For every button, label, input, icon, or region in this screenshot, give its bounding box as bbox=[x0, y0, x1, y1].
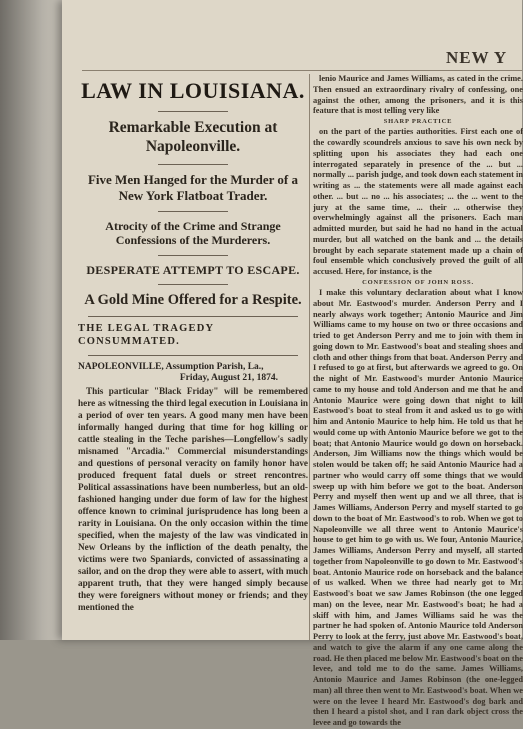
deck-2: Five Men Hanged for the Murder of a New York Flatboat Trader. bbox=[87, 171, 298, 203]
subhead: SHARP PRACTICE bbox=[383, 118, 453, 125]
divider-rule bbox=[158, 284, 228, 285]
body-paragraph: on the part of the parties authorities. First each one of the cowardly scoundrels anxious to save his own neck by splitting upon his associates they had each one interrogated separately in presence of the ... but ... normally ... parish judge, and took down each statement in writing as ... the statements were all made against each other. ... but ... no ... his associates; ... the ... went to the jury at the same time, ... their ... otherwise they overwhelmingly against all the prisoners. Each man admitted murder, but said he had no hand in the actual murder, but all watched on the bank and ... the details brought by each separate statement made up a chain of foul ensemble which conclusively proved the guilt of all accused. Here, for instance, is the bbox=[313, 127, 523, 277]
masthead-rule bbox=[82, 70, 522, 71]
body-paragraph: This particular "Black Friday" will be remembered here as witnessing the third legal execution in Louisiana in a period of over ten years. A good many men have been informally hanged during that time for hog killing or cattle stealing in the Teche parishes—Longfellow's sadly misnamed "Arcadia." Commercial misunderstandings and questions of personal veracity on family honor have produced frequent fatal duels or street rencontres. Political assassinations have been numberless, but an old-fashioned hanging under due form of law for the highest offence known to criminal jurisprudence has long been a rarity in Louisiana. On the only occasion within the time specified, when the majesty of the law was vindicated in New Orleans by the infliction of the death penalty, the victims were two Spaniards, convicted of assassinating a sailor, and on the drop they were able to assert, with much apparent truth, that they were hanged simply because they were foreigners without money or friends; and they mentioned the bbox=[78, 386, 308, 612]
right-column-text bbox=[313, 74, 523, 729]
body-paragraph: lenio Maurice and James Williams, as cated in the crime. Then ensued an extraordinary rivalry of confessing, one against the other, among the prisoners, and it is this feature that is most telling very like bbox=[313, 74, 523, 116]
divider-rule bbox=[158, 164, 228, 165]
deck-4: DESPERATE ATTEMPT TO ESCAPE. bbox=[86, 262, 300, 277]
background-edge bbox=[0, 0, 70, 640]
divider-rule bbox=[158, 255, 228, 256]
deck-1: Remarkable Execution at Napoleonville. bbox=[108, 119, 278, 155]
left-column bbox=[78, 74, 308, 640]
divider-rule bbox=[88, 355, 298, 356]
masthead-fragment: NEW Y bbox=[446, 48, 508, 67]
subhead: CONFESSION OF JOHN ROSS. bbox=[362, 278, 474, 286]
article-body bbox=[78, 386, 308, 613]
dateline-date: Friday, August 21, 1874. bbox=[179, 373, 278, 384]
divider-rule bbox=[88, 316, 298, 317]
deck-3: Atrocity of the Crime and Strange Confessions of the Murderers. bbox=[105, 218, 281, 248]
deck-5: A Gold Mine Offered for a Respite. bbox=[84, 292, 302, 309]
deck-6: THE LEGAL TRAGEDY CONSUMMATED. bbox=[78, 323, 214, 347]
right-column bbox=[313, 74, 523, 728]
divider-rule bbox=[158, 211, 228, 212]
dateline-place: NAPOLEONVILLE, Assumption Parish, La., bbox=[78, 361, 264, 372]
body-paragraph: I make this voluntary declaration about what I know about Mr. Eastwood's murder. Anderson Perry and I nearly always work together; Antonio Maurice and Jim Williams came to my house on two or three occasions and tried to get Anderson Perry and me to join with them in going down to Mr. Eastwood's boat and stealing shoes and cloth and other things from that boat. Anderson Perry and I refused to go at first, but afterwards we agreed to go. On the night of Mr. Eastwood's murder Antonio Maurice came to my house and told Anderson and me that he and Antonio Maurice were going down that night to kill Eastwood's boat to steal from it and asked us to go with him and Antonio Maurice to help him. He told us that he would come up with Antonio Maurice before we got to the boat; that Antonio Maurice would go down on horseback. Anderson, Jim Williams now the things which would be stolen would be taken off; he said Antonio Maurice had a partner who would carry off some things that we would sweep up with him before we got to the boat. Anderson Perry and myself then went up and we all three, that is James Williams, Anderson Perry and myself started to go down to the boat of Mr. Eastwood's to rob. When we got to Napoleonville we all three went to Antonio Maurice's house to get him to go with us. We four, Antonio Maurice, James Williams, Anderson Perry and myself, all started together from Napoleonville to go down to Mr. Eastwood's boat. Antonio Maurice rode on horseback and the balance of us walked. When we three had nearly got to Mr. Eastwood's boat we saw James Robinson (the one legged man) on the levee, near Mr. Eastwood's boat; he had a skiff with him, and James Williams said he was the partner he had spoken of. Antonio Maurice told Anderson Perry to look at the ferry, just above Mr. Eastwood's boat, and watch to give the alarm if any one came along the road. He then placed me below Mr. Eastwood's boat on the levee, and told me to do the same. James Williams, Antonio Maurice and James Robinson (the one-legged man) all three then went to Mr. Eastwood's boat. When we were on the levee I heard Mr. Eastwood's dog bark and then I heard a pistol shot, and I ran dark object cross the levee and go towards the bbox=[313, 288, 523, 728]
dateline bbox=[78, 362, 308, 385]
article-headline: LAW IN LOUISIANA. bbox=[81, 78, 305, 103]
divider-rule bbox=[158, 111, 228, 112]
column-divider bbox=[309, 74, 310, 640]
